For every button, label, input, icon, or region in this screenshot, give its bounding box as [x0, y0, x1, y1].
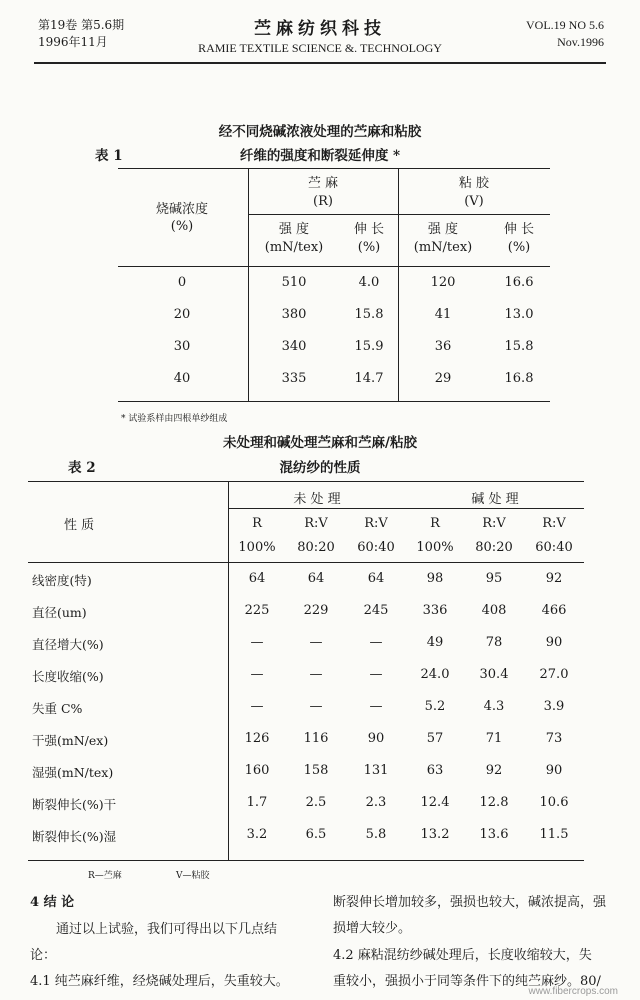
table2-cell: 2.3 — [365, 795, 387, 810]
table2-cell: 12.8 — [479, 795, 509, 810]
table2-cell: 466 — [541, 603, 567, 618]
table2-cell: — — [309, 635, 323, 650]
table2-coltype: R:V — [482, 516, 506, 531]
table2-cell: 6.5 — [305, 827, 327, 842]
table2-coltype: R:V — [304, 516, 328, 531]
table2-cell: 12.4 — [420, 795, 450, 810]
table2-cell: 10.6 — [539, 795, 569, 810]
table1-cell: 15.8 — [504, 339, 534, 354]
table2-bottom-rule — [28, 860, 584, 861]
table1-cell: 16.6 — [504, 275, 534, 290]
table1-col-strength-v-line2: (mN/tex) — [413, 240, 473, 255]
table2-colratio: 80:20 — [297, 540, 335, 555]
table1-col-strength-v-line1: 强 度 — [427, 222, 459, 237]
watermark: www.fibercrops.com — [528, 986, 618, 997]
table2-row-label: 直径增大(%) — [32, 637, 104, 652]
table2-cell: 225 — [244, 603, 270, 618]
table2-row-label: 失重 C% — [32, 701, 83, 716]
table1-rowheader-line1: 烧碱浓度 — [155, 202, 208, 217]
table2-cell: 30.4 — [479, 667, 509, 682]
table2-group-alkali: 碱 处 理 — [471, 492, 519, 507]
table2-title-line1: 未处理和碱处理苎麻和苎麻/粘胶 — [223, 435, 417, 451]
table2-group-rule — [228, 508, 584, 509]
table2-cell: 11.5 — [539, 827, 569, 842]
table1-cell: 36 — [434, 339, 452, 354]
table1-cell: 120 — [430, 275, 456, 290]
table2-coltype: R — [252, 516, 262, 531]
table2-cell: 49 — [426, 635, 444, 650]
table1-col-elong-v-line1: 伸 长 — [503, 222, 535, 237]
table2-cell: 73 — [545, 731, 563, 746]
table2-cell: 126 — [244, 731, 270, 746]
table1-col-strength-r-line2: (mN/tex) — [264, 240, 324, 255]
body-right-line2: 损增大较少。 — [333, 921, 412, 936]
publication-date: 1996年11月 — [38, 35, 108, 49]
table1-cell: 335 — [281, 371, 307, 386]
table1-group-viscose-line1: 粘 胶 — [458, 176, 490, 191]
body-left-line2: 论： — [30, 948, 57, 963]
table2-prop-header: 性 质 — [64, 518, 95, 533]
table2-title-line2: 混纺纱的性质 — [279, 460, 361, 476]
table1-cell: 41 — [434, 307, 452, 322]
table2-cell: 5.8 — [365, 827, 387, 842]
table1-cell: 20 — [173, 307, 191, 322]
table2-colratio: 60:40 — [535, 540, 573, 555]
body-left-line3: 4.1 纯苎麻纤维，经烧碱处理后，失重较大。 — [30, 974, 289, 989]
table1-cell: 380 — [281, 307, 307, 322]
table1-title-line1: 经不同烧碱浓液处理的苎麻和粘胶 — [218, 124, 422, 140]
table2-cell: 90 — [545, 763, 563, 778]
table1-cell: 13.0 — [504, 307, 534, 322]
table1-cell: 0 — [177, 275, 187, 290]
table2-coltype: R:V — [542, 516, 566, 531]
table2-cell: 229 — [303, 603, 329, 618]
legend-viscose: V—粘胶 — [176, 871, 210, 881]
table2-cell: — — [369, 699, 383, 714]
journal-subtitle: RAMIE TEXTILE SCIENCE &. TECHNOLOGY — [198, 41, 442, 55]
table1-cell: 30 — [173, 339, 191, 354]
table2-cell: 1.7 — [246, 795, 268, 810]
table1-cell: 15.9 — [354, 339, 384, 354]
table1-group-rule — [248, 214, 550, 215]
table1-col-elong-v-line2: (%) — [507, 240, 531, 255]
table2-cell: 5.2 — [424, 699, 446, 714]
table1-col-strength-r-line1: 强 度 — [278, 222, 310, 237]
table2-cell: 2.5 — [305, 795, 327, 810]
table1-rowheader — [130, 201, 234, 235]
table2-cell: 13.2 — [420, 827, 450, 842]
table1-bottom-rule — [118, 401, 550, 402]
table2-coltype: R — [430, 516, 440, 531]
table1-label: 表 1 — [95, 148, 123, 164]
table2-cell: 90 — [545, 635, 563, 650]
table1-col-strength-r — [248, 221, 340, 257]
table1-cell: 510 — [281, 275, 307, 290]
table1-col-elong-r-line2: (%) — [357, 240, 381, 255]
table1-title-line2: 纤维的强度和断裂延伸度 * — [239, 148, 401, 164]
volume-issue-en: VOL.19 NO 5.6 — [526, 18, 604, 32]
table2-row-label: 线密度(特) — [32, 573, 92, 588]
table2-colratio: 60:40 — [357, 540, 395, 555]
table2-cell: — — [309, 667, 323, 682]
table1-cell: 40 — [173, 371, 191, 386]
table2-cell: — — [369, 667, 383, 682]
journal-title: 苎麻纺织科技 — [254, 19, 386, 39]
volume-issue: 第19卷 第5.6期 — [38, 18, 125, 32]
table2-cell: — — [250, 699, 264, 714]
table1-top-rule — [118, 168, 550, 169]
body-left-line1: 通过以上试验，我们可得出以下几点结 — [56, 922, 278, 937]
table2-cell: 71 — [485, 731, 503, 746]
table2-cell: 24.0 — [420, 667, 450, 682]
table2-cell: 95 — [485, 571, 503, 586]
table2-cell: 98 — [426, 571, 444, 586]
table1-group-ramie-line1: 苎 麻 — [307, 176, 339, 191]
table2-cell: 90 — [367, 731, 385, 746]
table2-cell: 3.9 — [543, 699, 565, 714]
table1-cell: 29 — [434, 371, 452, 386]
table2-cell: 78 — [485, 635, 503, 650]
table2-row-label: 长度收缩(%) — [32, 669, 104, 684]
table2-cell: 160 — [244, 763, 270, 778]
table2-cell: 245 — [363, 603, 389, 618]
body-right-line1: 断裂伸长增加较多，强损也较大，碱浓提高，强 — [333, 895, 607, 910]
table2-cell: 64 — [367, 571, 385, 586]
table2-cell: — — [309, 699, 323, 714]
table2-row-label: 断裂伸长(%)干 — [32, 797, 117, 812]
table2-cell: 13.6 — [479, 827, 509, 842]
table1-col-strength-v — [398, 221, 488, 257]
table2-cell: — — [250, 635, 264, 650]
table2-row-label: 干强(mN/ex) — [32, 733, 109, 748]
table2-cell: 27.0 — [539, 667, 569, 682]
table2-group-untreated: 未 处 理 — [293, 492, 341, 507]
table2-row-label: 湿强(mN/tex) — [32, 765, 114, 780]
table1-cell: 16.8 — [504, 371, 534, 386]
table1-header-rule — [118, 266, 550, 267]
table2-coltype: R:V — [364, 516, 388, 531]
section-heading: 4 结 论 — [30, 895, 75, 910]
table2-row-label: 直径(um) — [32, 605, 87, 620]
table1-cell: 14.7 — [354, 371, 384, 386]
body-right-line4: 重较小，强损小于同等条件下的纯苎麻纱。80/ — [333, 974, 601, 989]
table2-cell: 64 — [248, 571, 266, 586]
header-rule — [34, 62, 606, 64]
table2-cell: 64 — [307, 571, 325, 586]
table2-cell: 131 — [363, 763, 389, 778]
table1-col-elong-r — [340, 221, 398, 257]
table1-group-viscose-line2: (V) — [464, 194, 484, 209]
table1-col-elong-v — [488, 221, 550, 257]
table1-group-ramie — [248, 175, 398, 211]
table2-cell: 116 — [303, 731, 329, 746]
table2-cell: — — [369, 635, 383, 650]
legend-ramie: R—苎麻 — [88, 871, 122, 881]
table1-group-viscose — [398, 175, 550, 211]
table2-cell: 158 — [303, 763, 329, 778]
body-right-line3: 4.2 麻粘混纺纱碱处理后，长度收缩较大，失 — [333, 948, 592, 963]
journal-volume-info-en — [526, 17, 604, 51]
table2-cell: 63 — [426, 763, 444, 778]
table1-group-ramie-line2: (R) — [313, 194, 333, 209]
table2-label: 表 2 — [68, 460, 96, 476]
table1-col-elong-r-line1: 伸 长 — [353, 222, 385, 237]
table2-cell: 408 — [481, 603, 507, 618]
table2-top-rule — [28, 481, 584, 482]
table1-cell: 340 — [281, 339, 307, 354]
publication-date-en: Nov.1996 — [557, 35, 604, 49]
table2-cell: 3.2 — [246, 827, 268, 842]
table2-colratio: 100% — [416, 540, 454, 555]
table2-cell: 336 — [422, 603, 448, 618]
table2-cell: 92 — [545, 571, 563, 586]
table2-colratio: 80:20 — [475, 540, 513, 555]
table2-cell: — — [250, 667, 264, 682]
table2-cell: 92 — [485, 763, 503, 778]
table2-colratio: 100% — [238, 540, 276, 555]
table1-cell: 15.8 — [354, 307, 384, 322]
table2-header-rule — [28, 562, 584, 563]
table1-rowheader-line2: (%) — [170, 219, 194, 234]
table2-row-label: 断裂伸长(%)湿 — [32, 829, 117, 844]
table1-cell: 4.0 — [358, 275, 380, 290]
table2-cell: 4.3 — [483, 699, 505, 714]
table1-footnote: * 试验系样由四根单纱组成 — [121, 414, 228, 424]
table2-cell: 57 — [426, 731, 444, 746]
